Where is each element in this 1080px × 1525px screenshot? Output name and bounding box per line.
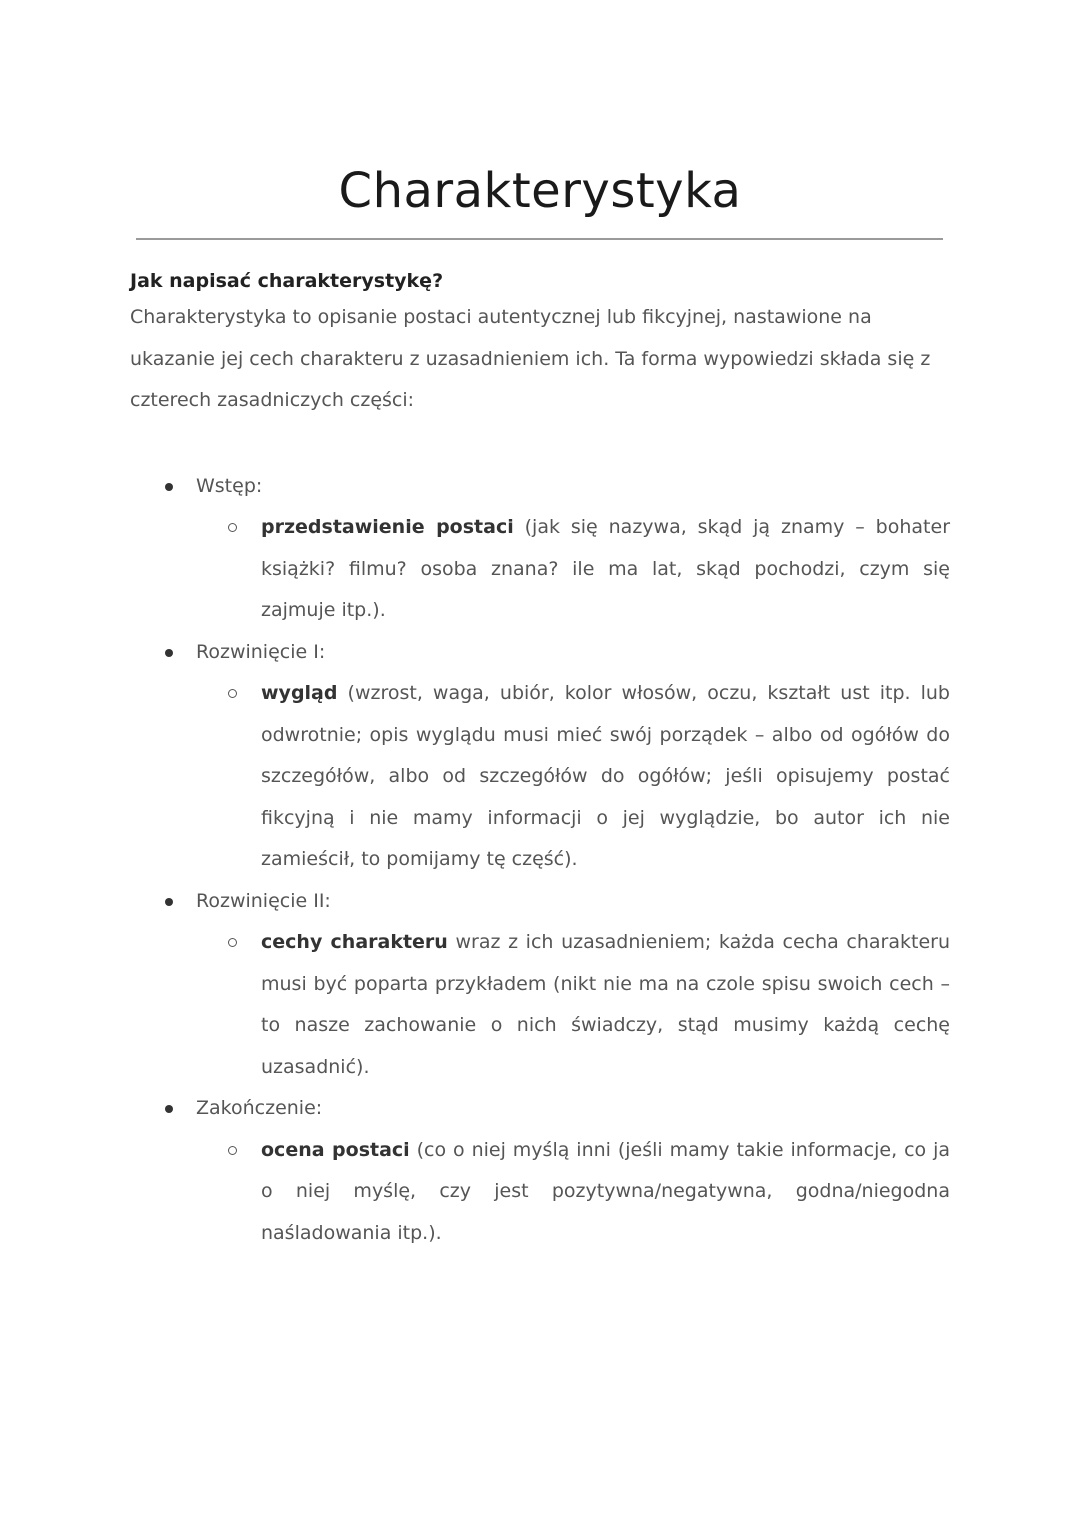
circle-bullet-icon bbox=[228, 689, 237, 698]
sub-item-keyword: ocena postaci bbox=[261, 1138, 410, 1161]
sub-item-text: (co o niej myślą inni (jeśli mamy takie informacje, co ja o niej myślę, czy jest pozytywna/negatywna, godna/niegodna naśladowania itp.). bbox=[261, 1138, 951, 1244]
sub-item-text: (wzrost, waga, ubiór, kolor włosów, oczu, kształt ust itp. lub odwrotnie; opis wyglądu musi mieć swój porządek – albo od ogółów do szczegółów, albo od szczegółów do ogółów; jeśli opisujemy postać fikcyjną i nie mamy informacji o jej wyglądzie, bo autor ich nie zamieścił, to pomijamy tę część). bbox=[261, 682, 950, 870]
circle-bullet-icon bbox=[228, 523, 237, 532]
sub-list bbox=[196, 507, 950, 632]
sub-item-text: wraz z ich uzasadnieniem; każda cecha charakteru musi być poparta przykładem (nikt nie ma na czole spisu swoich cech – to nasze zachowanie o nich świadczy, stąd musimy każdą cechę uzasadnić). bbox=[261, 931, 950, 1078]
outline-item-label: Rozwinięcie I: bbox=[196, 640, 326, 663]
circle-bullet-icon bbox=[228, 938, 237, 947]
bullet-icon bbox=[165, 1105, 173, 1113]
sub-item-keyword: cechy charakteru bbox=[261, 931, 448, 953]
sub-item bbox=[261, 673, 950, 881]
sub-item-keyword: wygląd bbox=[261, 682, 338, 704]
page-title: Charakterystyka bbox=[338, 163, 742, 220]
sub-item bbox=[261, 922, 950, 1088]
sub-item bbox=[261, 507, 950, 632]
outline-item-label: Rozwinięcie II: bbox=[196, 889, 331, 912]
document-body bbox=[130, 265, 950, 1254]
outline-item-label: Wstęp: bbox=[196, 474, 263, 497]
bullet-icon bbox=[165, 898, 173, 906]
outline-item-wstep bbox=[130, 466, 950, 632]
section-heading: Jak napisać charakterystykę? bbox=[130, 270, 444, 292]
outline-list bbox=[130, 466, 950, 1255]
intro-paragraph: Charakterystyka to opisanie postaci autentycznej lub fikcyjnej, nastawione na ukazanie jej cech charakteru z uzasadnieniem ich. Ta forma wypowiedzi składa się z czterech zasadniczych części: bbox=[130, 306, 931, 411]
sub-item-keyword: przedstawienie postaci bbox=[261, 516, 514, 538]
sub-list bbox=[196, 1130, 950, 1255]
sub-list bbox=[196, 673, 950, 881]
sub-item-text: (jak się nazywa, skąd ją znamy – bohater książki? filmu? osoba znana? ile ma lat, skąd pochodzi, czym się zajmuje itp.). bbox=[261, 516, 950, 621]
outline-item-rozwiniecie-1 bbox=[130, 632, 950, 881]
circle-bullet-icon bbox=[228, 1146, 237, 1155]
outline-item-label: Zakończenie: bbox=[196, 1097, 323, 1119]
bullet-icon bbox=[165, 649, 173, 657]
outline-item-rozwiniecie-2 bbox=[130, 881, 950, 1089]
sub-list bbox=[196, 922, 950, 1088]
outline-item-zakonczenie bbox=[130, 1088, 950, 1254]
horizontal-divider bbox=[136, 238, 943, 240]
sub-item bbox=[261, 1130, 950, 1255]
bullet-icon bbox=[165, 483, 173, 491]
